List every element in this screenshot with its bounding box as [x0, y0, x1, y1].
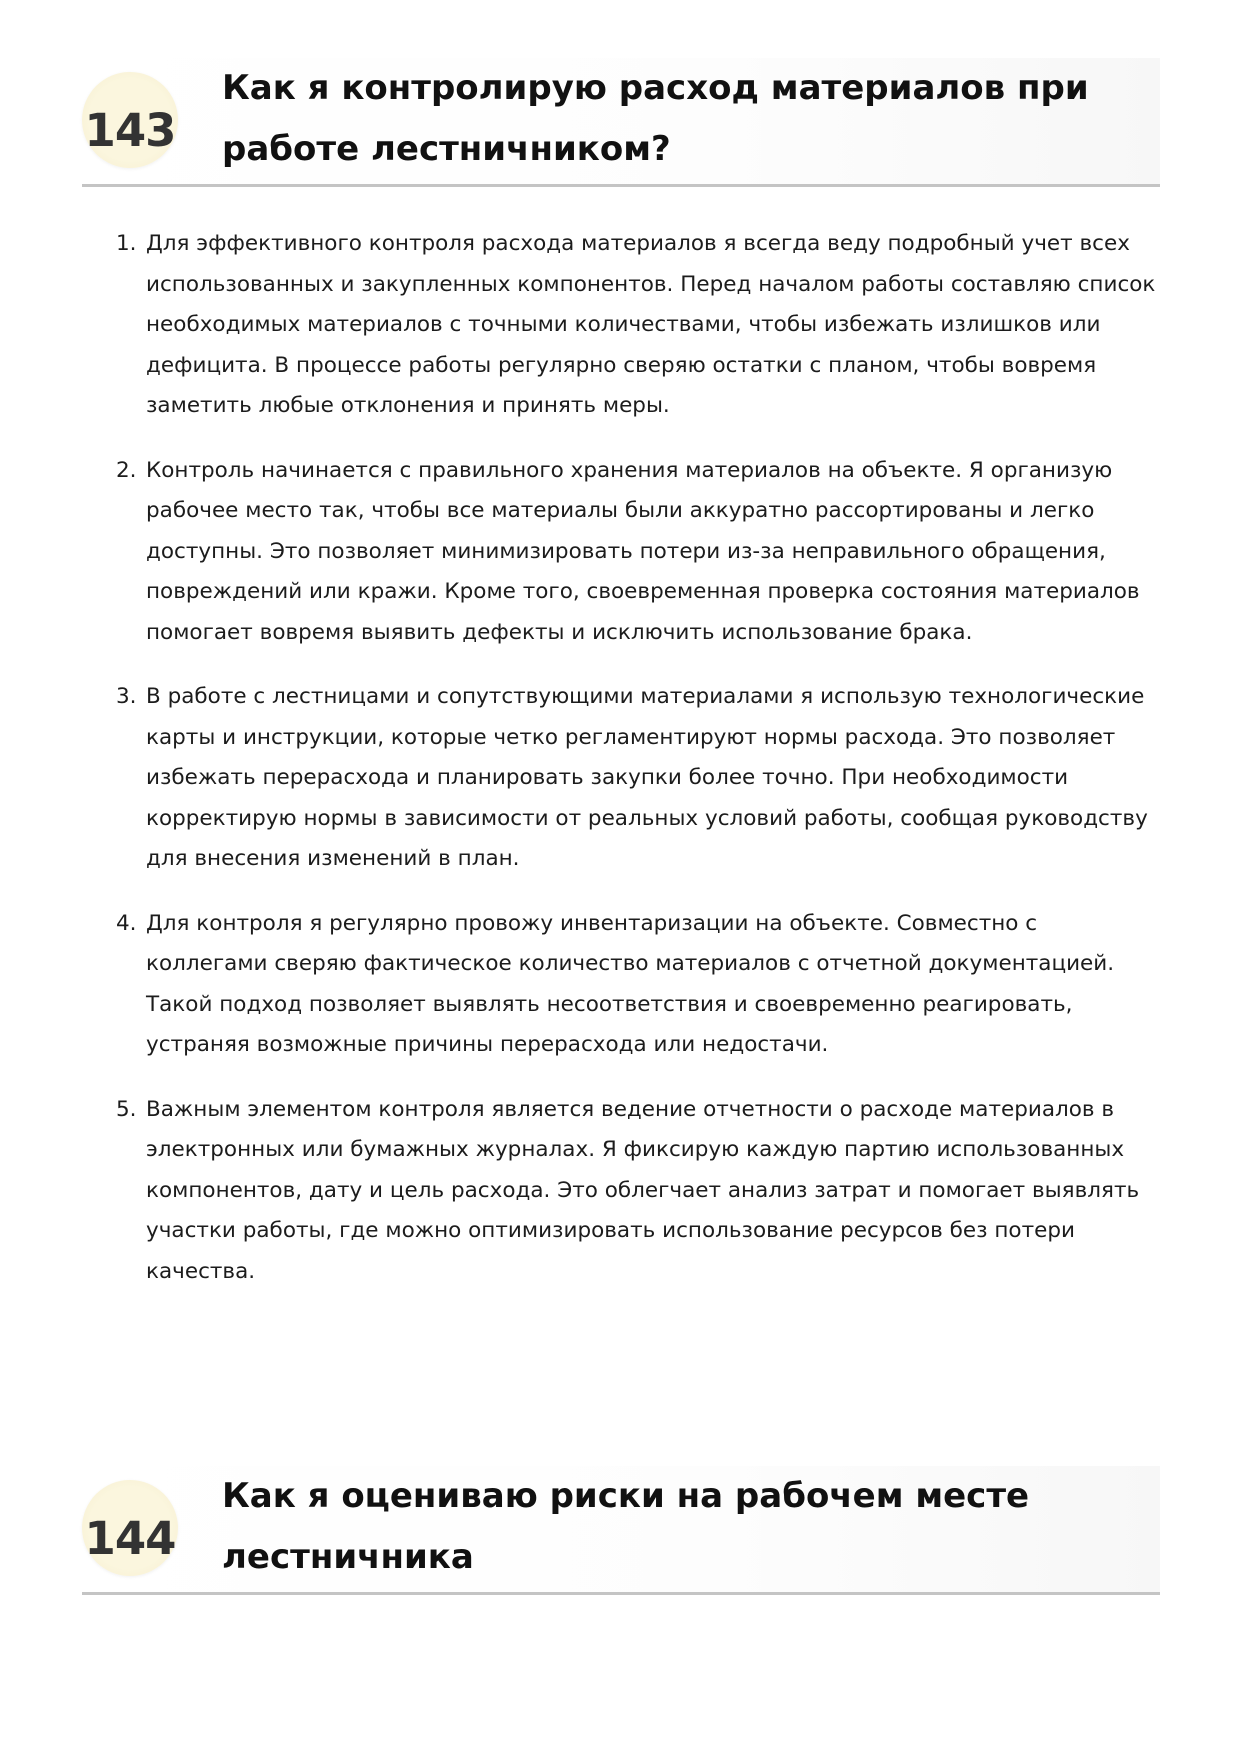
answer-item [116, 224, 1162, 427]
answer-list [116, 224, 1162, 1316]
question-header [82, 58, 1160, 187]
answer-item-text: Контроль начинается с правильного хранения материалов на объекте. Я организую рабочее место так, чтобы все материалы были аккуратно рассортированы и легко доступны. Это позволяет минимизировать потери из-за неправильного обращения, повреждений или кражи. Кроме того, своевременная проверка состояния материалов помогает вовремя выявить дефекты и исключить использование брака. [146, 457, 1140, 645]
answer-item-text: Для эффективного контроля расхода материалов я всегда веду подробный учет всех использованных и закупленных компонентов. Перед началом работы составляю список необходимых материалов с точными количествами, чтобы избежать излишков или дефицита. В процессе работы регулярно сверяю остатки с планом, чтобы вовремя заметить любые отклонения и принять меры. [146, 231, 1156, 418]
question-header [82, 1466, 1160, 1595]
answer-item [116, 904, 1162, 1066]
answer-item-text: Важным элементом контроля является ведение отчетности о расходе материалов в электронных или бумажных журналах. Я фиксирую каждую партию использованных компонентов, дату и цель расхода. Это облегчает анализ затрат и помогает выявлять участки работы, где можно оптимизировать использование ресурсов без потери качества. [146, 1096, 1140, 1284]
answer-item-number: 2. [116, 457, 137, 483]
answer-item-text: В работе с лестницами и сопутствующими материалами я использую технологические карты и инструкции, которые четко регламентируют нормы расхода. Это позволяет избежать перерасхода и планировать закупки более точно. При необходимости корректирую нормы в зависимости от реальных условий работы, сообщая руководству для внесения изменений в план. [146, 684, 1148, 871]
answer-item-number: 4. [116, 910, 137, 936]
answer-item-text: Для контроля я регулярно провожу инвентаризации на объекте. Совместно с коллегами сверяю фактическое количество материалов с отчетной документацией. Такой подход позволяет выявлять несоответствия и своевременно реагировать, устраняя возможные причины перерасхода или недостачи. [146, 910, 1115, 1057]
answer-item [116, 451, 1162, 654]
question-number-badge [82, 72, 178, 168]
question-section-144 [82, 1466, 1160, 1595]
answer-item-number: 1. [116, 231, 137, 256]
question-title: Как я оцениваю риски на рабочем месте лестничника [222, 1476, 1030, 1577]
question-number: 143 [84, 104, 176, 157]
answer-item [116, 1090, 1162, 1293]
answer-item-number: 3. [116, 684, 137, 709]
question-number: 144 [84, 1512, 176, 1565]
question-section-143 [82, 58, 1160, 1284]
question-title: Как я контролирую расход материалов при работе лестничником? [222, 68, 1089, 169]
question-number-badge [82, 1480, 178, 1576]
answer-item-number: 5. [116, 1096, 137, 1122]
answer-item [116, 677, 1162, 880]
